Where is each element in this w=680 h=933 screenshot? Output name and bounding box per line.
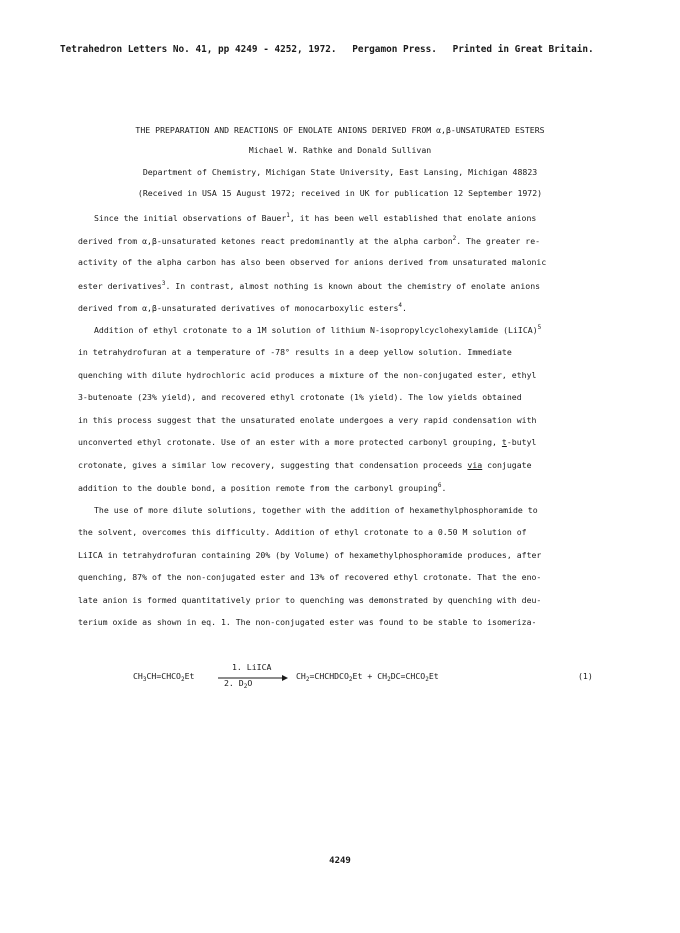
journal-citation: Tetrahedron Letters No. 41, pp 4249 - 4252, 1972. xyxy=(60,44,337,55)
publisher: Pergamon Press. xyxy=(352,44,437,55)
body-line: LiICA in tetrahydrofuran containing 20% (by Volume) of hexamethylphosphoramide produces, after xyxy=(78,550,542,560)
printed-note: Printed in Great Britain. xyxy=(452,44,594,55)
body-line: activity of the alpha carbon has also been observed for anions derived from unsaturated malonic xyxy=(78,257,547,267)
body-line: in this process suggest that the unsaturated enolate undergoes a very rapid condensation with xyxy=(78,415,537,425)
body-line: The use of more dilute solutions, together with the addition of hexamethylphosphoramide to xyxy=(94,505,538,515)
paper-authors: Michael W. Rathke and Donald Sullivan xyxy=(248,145,432,155)
body-line: quenching with dilute hydrochloric acid produces a mixture of the non-conjugated ester, ethyl xyxy=(78,370,537,380)
reference-mark: 4 xyxy=(398,302,403,309)
body-line: 3-butenoate (23% yield), and recovered ethyl crotonate (1% yield). The low yields obtained xyxy=(78,392,522,402)
reference-mark: 2 xyxy=(452,235,457,242)
body-line: crotonate, gives a similar low recovery, suggesting that condensation proceeds via conjugate xyxy=(78,460,532,470)
body-line: terium oxide as shown in eq. 1. The non-conjugated ester was found to be stable to isomeriza- xyxy=(78,617,537,627)
reference-mark: 5 xyxy=(537,324,542,331)
body-line: late anion is formed quantitatively prior to quenching was demonstrated by quenching with deu- xyxy=(78,595,542,605)
body-line: in tetrahydrofuran at a temperature of -78° results in a deep yellow solution. Immediate xyxy=(78,347,512,357)
page-number: 4249 xyxy=(329,856,351,866)
body-line: derived from α,β-unsaturated ketones react predominantly at the alpha carbon$^2$. The greater re- xyxy=(78,235,541,246)
body-line: quenching, 87% of the non-conjugated ester and 13% of recovered ethyl crotonate. That the eno- xyxy=(78,572,542,582)
reference-mark: 3 xyxy=(161,280,166,287)
reagent-step-1: 1. LiICA xyxy=(232,662,272,672)
received-dates: (Received in USA 15 August 1972; received in UK for publication 12 September 1972) xyxy=(137,188,543,198)
products: $CH_2=CHCHDCO_2Et$ + $CH_2DC=CHCO_2Et$ xyxy=(296,671,439,683)
body-line: the solvent, overcomes this difficulty. Addition of ethyl crotonate to a 0.50 M solution of xyxy=(78,527,527,537)
chemical-equation xyxy=(0,662,680,698)
reference-mark: 1 xyxy=(286,212,290,219)
equation-number: (1) xyxy=(578,671,593,681)
body-line: Since the initial observations of Bauer$^1$, it has been well established that enolate anions xyxy=(94,212,537,223)
body-line: Addition of ethyl crotonate to a 1M solution of lithium N-isopropylcyclohexylamide (LiICA)$^5$ xyxy=(94,324,542,335)
running-header xyxy=(60,44,620,55)
reference-mark: 6 xyxy=(437,482,442,489)
body-line: unconverted ethyl crotonate. Use of an ester with a more protected carbonyl grouping, t-butyl xyxy=(78,437,537,447)
reactant: $CH_3CH=CHCO_2Et$ xyxy=(133,671,195,683)
paper-title: THE PREPARATION AND REACTIONS OF ENOLATE ANIONS DERIVED FROM α,β-UNSATURATED ESTERS xyxy=(135,125,545,135)
reagent-step-2: 2. $D_2O$ xyxy=(224,678,253,690)
affiliation: Department of Chemistry, Michigan State University, East Lansing, Michigan 48823 xyxy=(142,167,538,177)
body-line: addition to the double bond, a position remote from the carbonyl grouping$^6$. xyxy=(78,482,447,493)
body-line: ester derivatives$^3$. In contrast, almost nothing is known about the chemistry of enolate anions xyxy=(78,280,541,291)
body-line: derived from α,β-unsaturated derivatives of monocarboxylic esters$^4$. xyxy=(78,302,407,313)
